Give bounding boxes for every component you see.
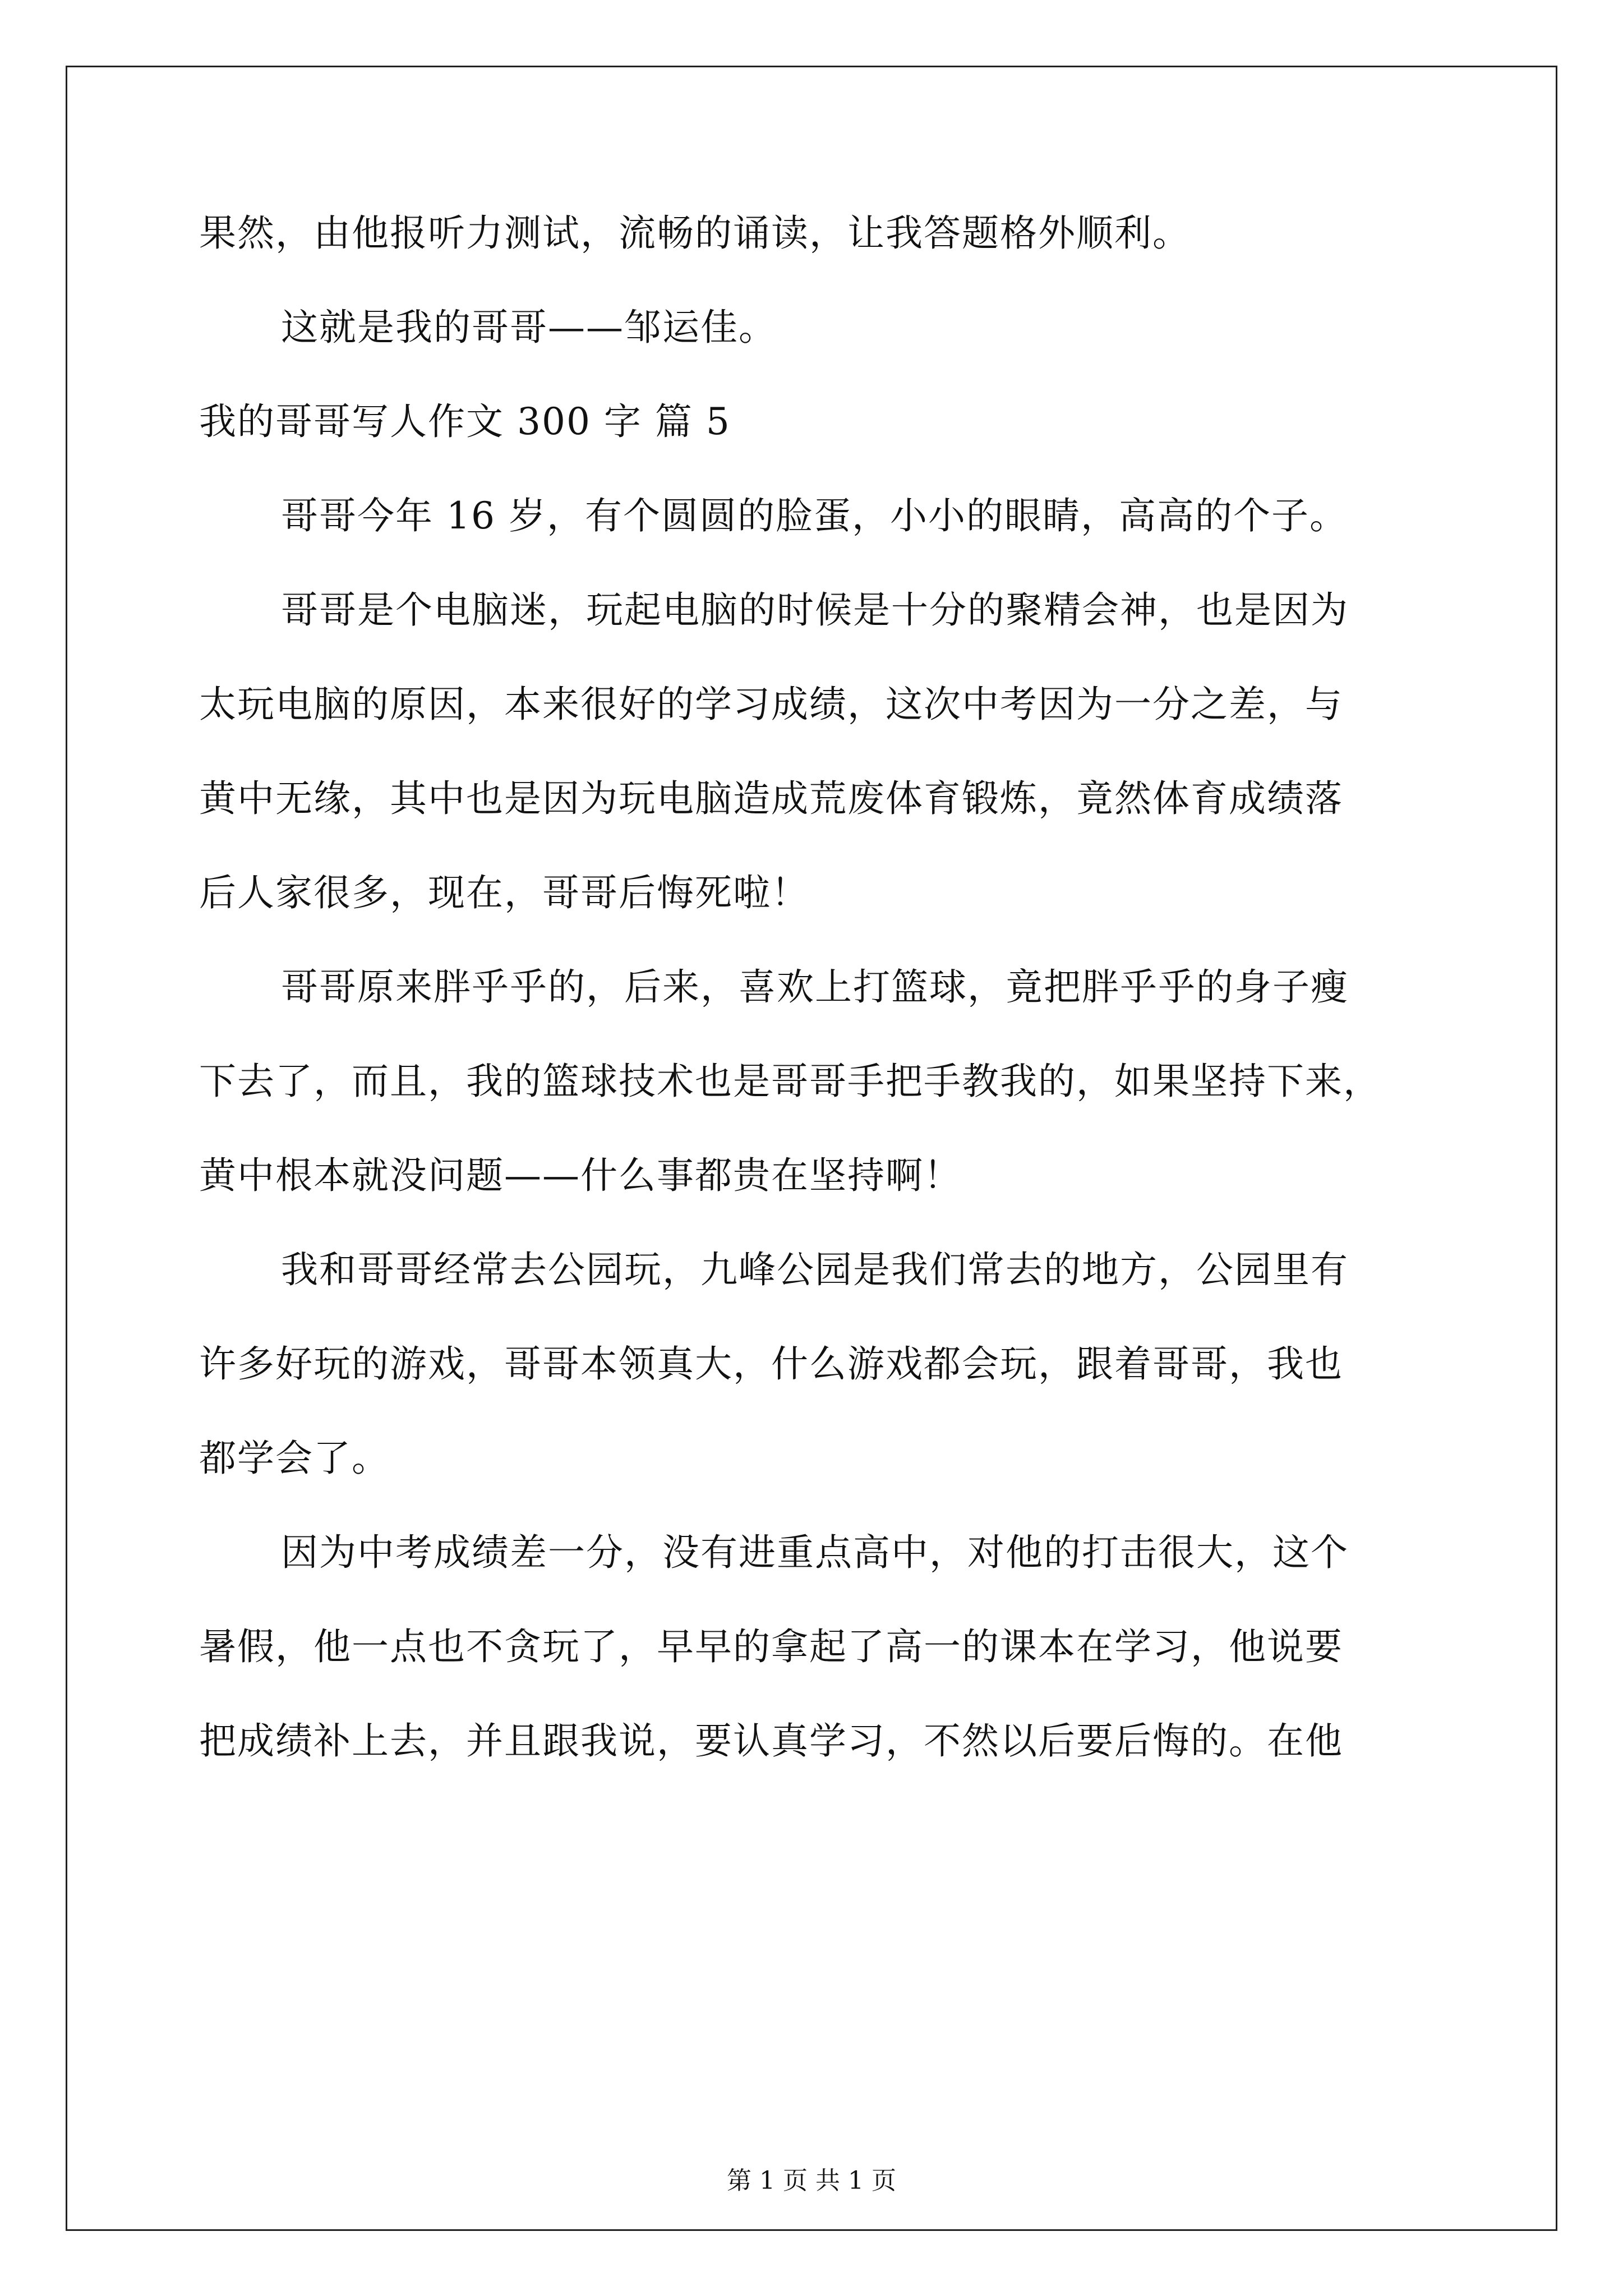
text-line: 这就是我的哥哥——邹运佳。 (281, 306, 777, 349)
text-line: 许多好玩的游戏，哥哥本领真大，什么游戏都会玩，跟着哥哥，我也 (199, 1342, 1343, 1386)
page-footer: 第 1 页 共 1 页 (727, 2166, 896, 2195)
text-line: 暑假，他一点也不贪玩了，早早的拿起了高一的课本在学习，他说要 (199, 1625, 1343, 1668)
text-line: 太玩电脑的原因，本来很好的学习成绩，这次中考因为一分之差，与 (199, 683, 1343, 726)
text-line: 黄中无缘，其中也是因为玩电脑造成荒废体育锻炼，竟然体育成绩落 (199, 777, 1343, 820)
text-line: 哥哥今年 16 岁，有个圆圆的脸蛋，小小的眼睛，高高的个子。 (281, 494, 1348, 537)
text-line: 后人家很多，现在，哥哥后悔死啦！ (199, 871, 809, 914)
text-line: 果然，由他报听力测试，流畅的诵读，让我答题格外顺利。 (199, 211, 1191, 255)
text-line: 都学会了。 (199, 1437, 390, 1480)
text-line: 把成绩补上去，并且跟我说，要认真学习，不然以后要后悔的。在他 (199, 1719, 1343, 1763)
text-line: 下去了，而且，我的篮球技术也是哥哥手把手教我的，如果坚持下来， (199, 1060, 1381, 1103)
text-line: 黄中根本就没问题——什么事都贵在坚持啊！ (199, 1154, 962, 1197)
section-heading: 我的哥哥写人作文 300 字 篇 5 (199, 400, 731, 443)
text-line: 因为中考成绩差一分，没有进重点高中，对他的打击很大，这个 (281, 1531, 1349, 1574)
text-line: 哥哥是个电脑迷，玩起电脑的时候是十分的聚精会神，也是因为 (281, 588, 1349, 632)
text-line: 哥哥原来胖乎乎的，后来，喜欢上打篮球，竟把胖乎乎的身子瘦 (281, 965, 1349, 1009)
text-line: 我和哥哥经常去公园玩，九峰公园是我们常去的地方，公园里有 (281, 1248, 1349, 1291)
page-border (66, 66, 1557, 2231)
